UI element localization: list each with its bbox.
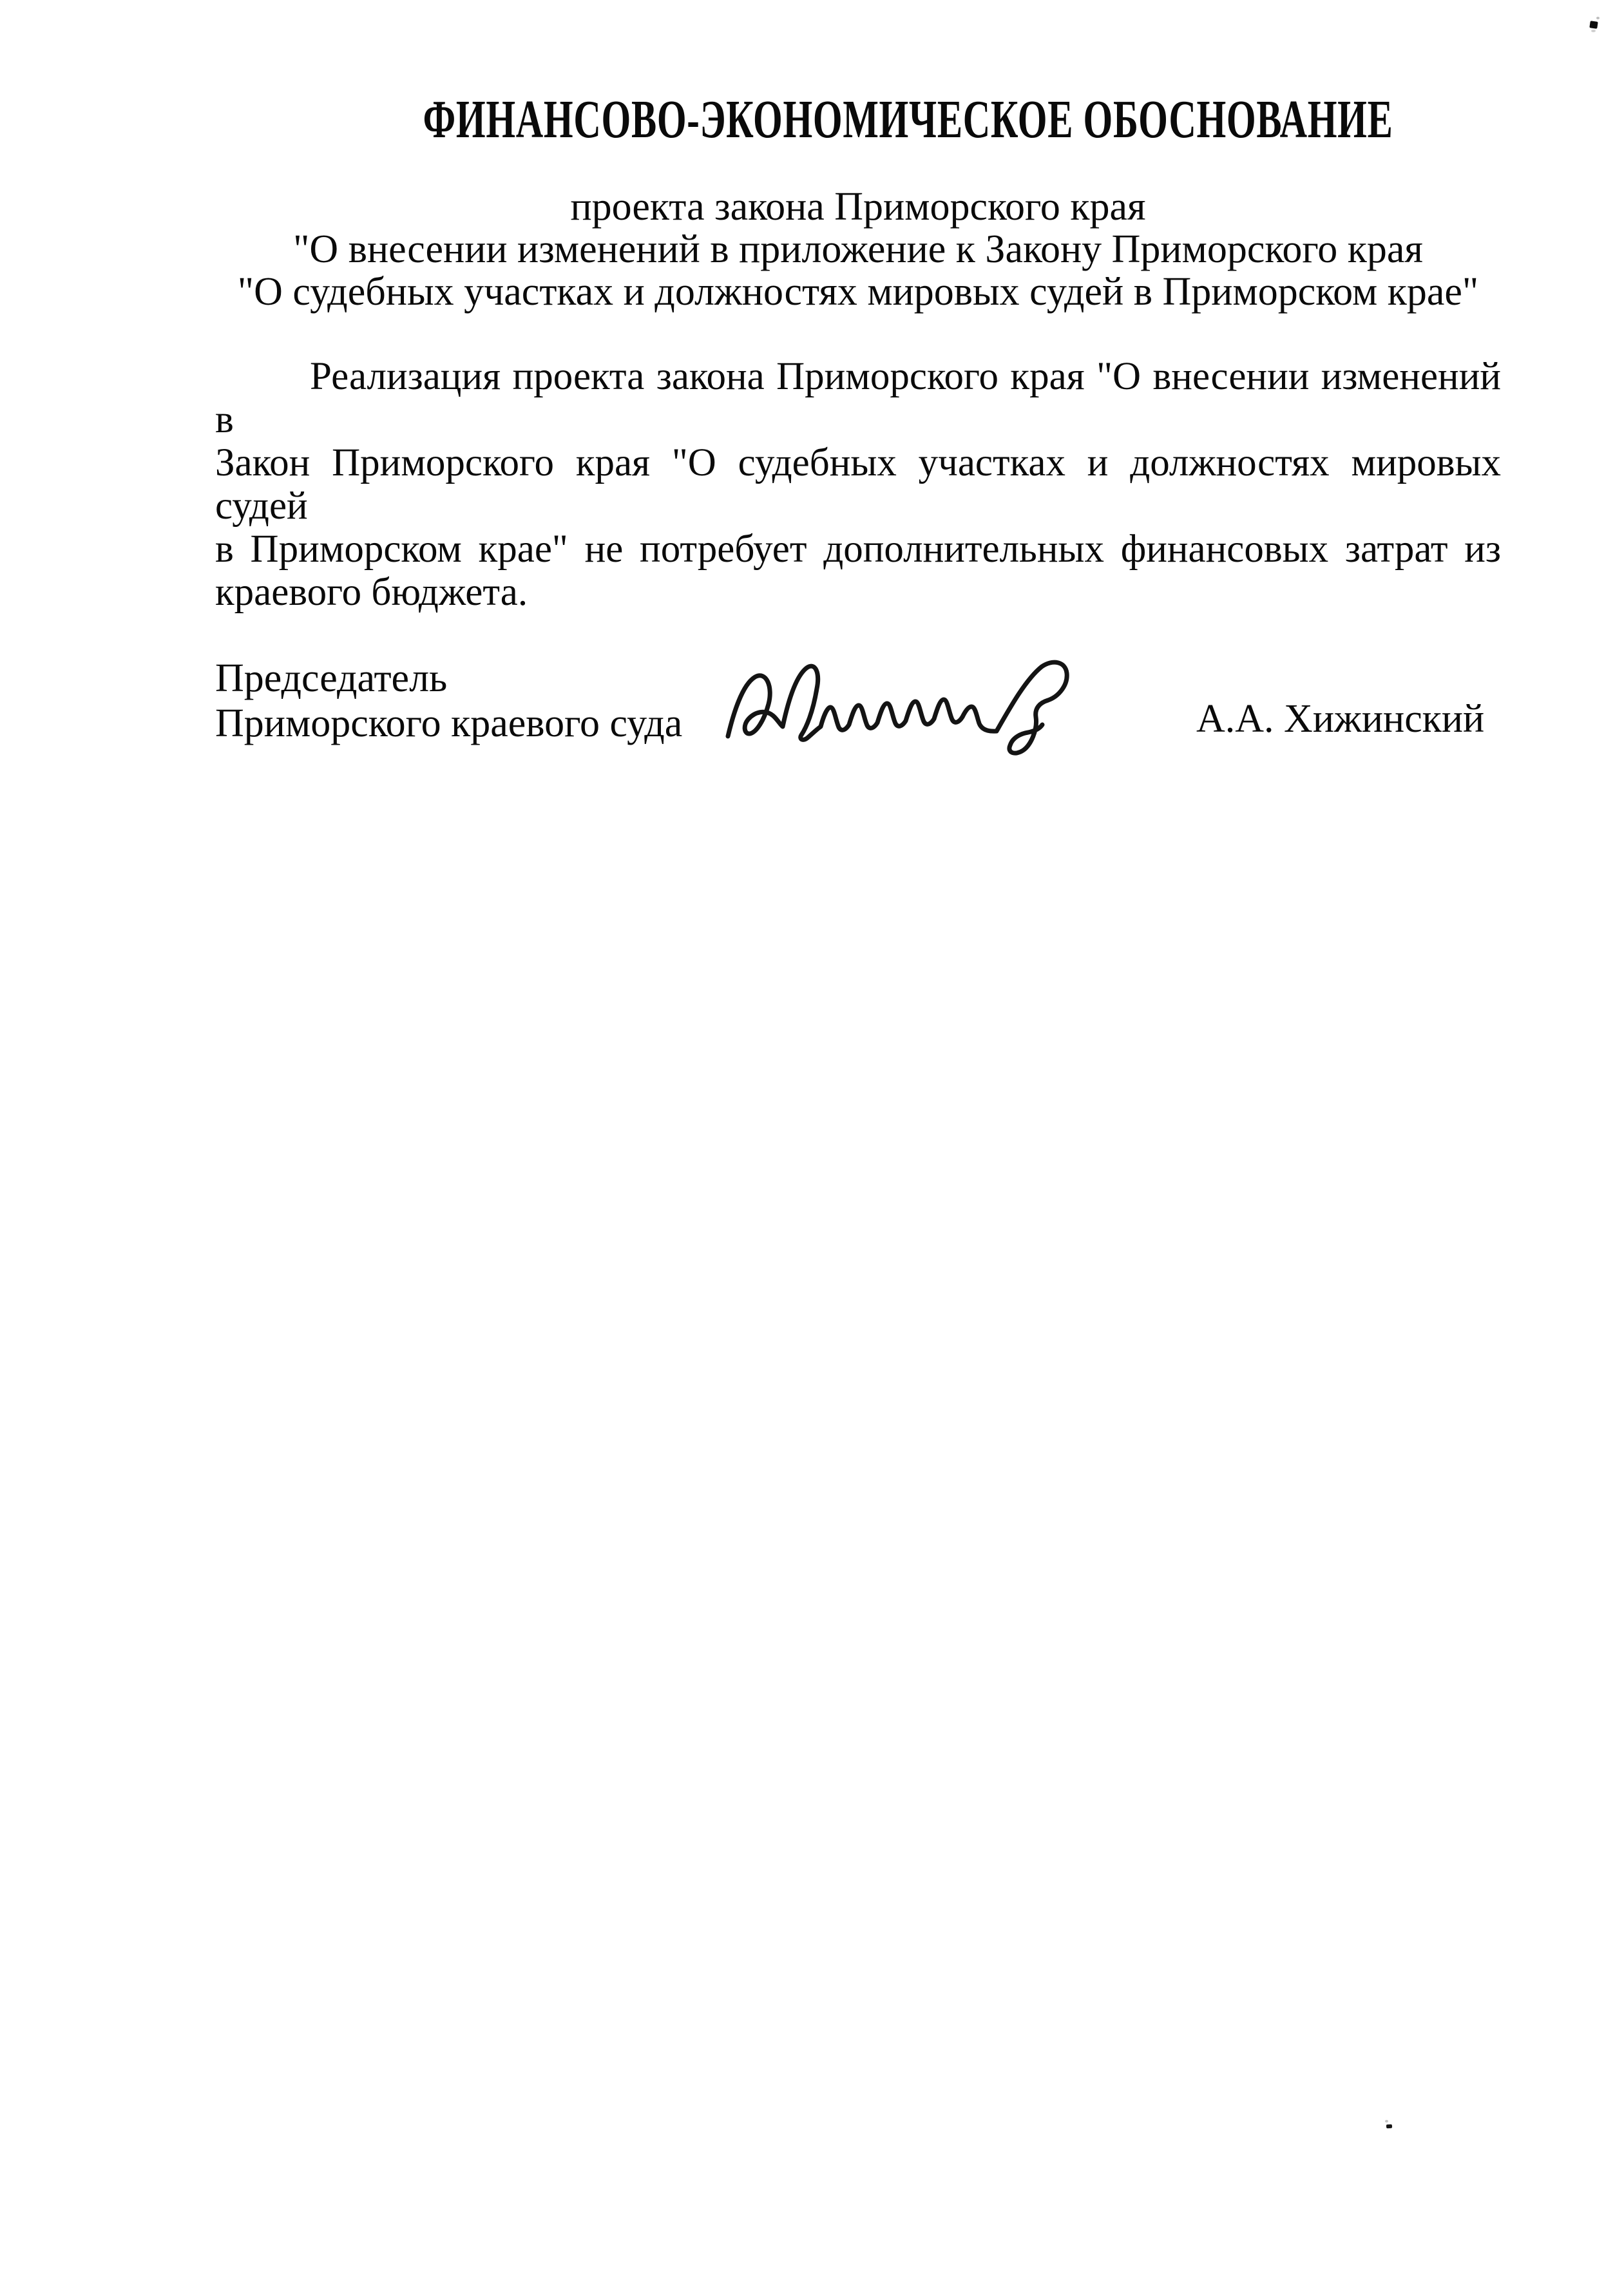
subtitle-line-3: "О судебных участках и должностях мировых судей в Приморском крае" <box>237 270 1479 314</box>
scan-artifact-top-right <box>1589 21 1598 29</box>
document-subtitle <box>215 186 1501 313</box>
body-line-1: Реализация проекта закона Приморского края "О внесении изменений в <box>215 355 1501 441</box>
scan-artifact-bottom-dust <box>1385 2120 1388 2122</box>
page-title <box>215 90 1501 149</box>
signer-role <box>215 656 682 746</box>
body-line-3: в Приморском крае" не потребует дополнительных финансовых затрат из <box>215 528 1501 571</box>
body-paragraph <box>215 355 1501 614</box>
handwritten-signature-icon <box>723 660 1071 760</box>
body-line-4: краевого бюджета. <box>215 571 528 614</box>
scan-artifact-top-right-dust <box>1596 17 1600 19</box>
signer-role-line-2: Приморского краевого суда <box>215 701 683 745</box>
scan-artifact-top-right-dust <box>1591 30 1596 32</box>
page-title-text: ФИНАНСОВО-ЭКОНОМИЧЕСКОЕ ОБОСНОВАНИЕ <box>423 90 1393 149</box>
subtitle-line-1: проекта закона Приморского края <box>570 185 1146 229</box>
signer-role-line-1: Председатель <box>215 656 448 700</box>
signer-name: А.А. Хижинский <box>1196 697 1485 741</box>
body-line-2: Закон Приморского края "О судебных участках и должностях мировых судей <box>215 441 1501 528</box>
subtitle-line-2: "О внесении изменений в приложение к Закону Приморского края <box>293 227 1423 271</box>
scan-artifact-bottom <box>1386 2124 1392 2129</box>
